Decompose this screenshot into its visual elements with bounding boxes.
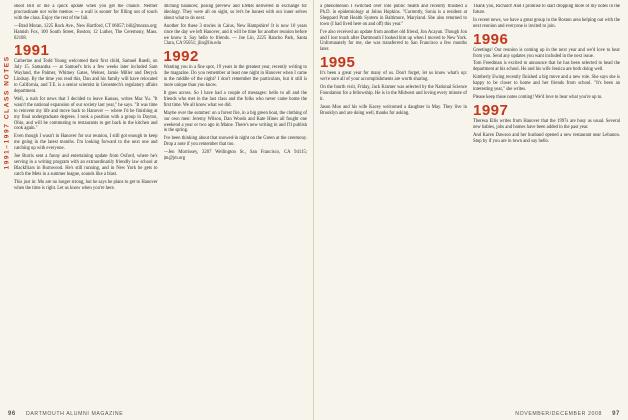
- left-col-2: [164, 4, 308, 404]
- note-paragraph: Joe Burris sent a funny and entertaining update from Oxford, where he's serving in a writing program with an extraordinarily friendly law school at Blackfriars in Burnwood. He's still running, and in New York he gets to catch the Mets in a summer league, sounds like a blast.: [14, 154, 158, 177]
- note-paragraph: This just in: Mo are no longer strong, but he says he plans to get to Hanover when the time is right. Let us know when you're here.: [14, 179, 158, 191]
- issue-date: NOVEMBER/DECEMBER 2008: [515, 411, 602, 417]
- left-col-1: [14, 4, 158, 404]
- contact-line: —Brad Moran, 1225 Rock Ave., New Hartford, CT 06057; bill@moran.org; Hamish Fox, 100 South Street, Boston; 12 Luther, The Ceremony, Mass. 02108.: [14, 23, 158, 41]
- left-columns: [14, 4, 307, 404]
- right-col-1: [320, 4, 467, 404]
- side-tab: [3, 6, 12, 186]
- note-paragraph: It's been a great year for many of us. Don't forget, let us know what's up: we're sure all of your accomplishments are worth sharing.: [320, 71, 467, 83]
- note-paragraph: Theresa Ellis writes from Hanover that the 1997s are busy as usual. Several new babies, jobs and homes have been added in the past year.: [473, 118, 620, 130]
- year-heading: 1995: [320, 54, 356, 72]
- note-paragraph: Thank you, Richard! And I promise to start dropping more of my notes in the future.: [473, 4, 620, 15]
- note-paragraph: Please keep those notes coming! We'd love to hear what you're up to.: [473, 94, 603, 100]
- note-paragraph: Tom Freedman is excited to announce that he has been selected to head the department at his school. He and his wife Jessica are both doing well.: [473, 61, 620, 73]
- right-footer: [314, 407, 628, 417]
- note-paragraph: Another for these 3 stories in Caius, New Hampshire! It is now 10 years since the day we left Hanover, and it will be time for another reunion before we know it. Say hello to friends. — Joe Lin, 2225 Rancho Park, Santa Clara, CA 95051; jlin@lin.edu: [163, 23, 307, 47]
- page-number: 96: [8, 411, 16, 417]
- note-paragraph: Greetings! Our reunion is coming up in the next year and we'd love to hear from you. Send any updates you want included in the next issue.: [473, 47, 620, 59]
- note-paragraph: Well, a rush for news that I decided to leave Kansas, writes Mac Yu. "It wasn't the national expansion of our society last year," he says. "It was time to reinvent my life and move back to Hanover — where I'd be finishing at my final undergraduate degrees. I took a position with a group in Dayton, Ohio, and will be commuting to restaurants to get back in the kitchen and cook again.": [14, 96, 158, 132]
- right-col-2: [473, 4, 620, 404]
- note-paragraph: ditching balances; posing preview and EMBs delivered in exchange for ideology. They were all on sight, so let's be honest with our inner selves about what to do next.: [163, 4, 307, 21]
- note-paragraph: Maybe over the summer: on a forest fire, in a big green boat, the clothing of our own men: Jeremy Wilson, Dan Woods and Kate Hines all fought one weekend a year or two ago in Maine. There's new writing in and I'll publish in the spring.: [163, 110, 307, 134]
- year-heading: 1992: [163, 48, 199, 66]
- right-page: [314, 0, 628, 420]
- contact-line: —Jen Morrissey, 3207 Wellington St., San Francisco, CA 94115; jm@jm.org: [163, 150, 307, 162]
- note-paragraph: Even though I wasn't in Hanover for our reunion, I still got enough to keep me going in the latest months. I'm looking forward to the next one and catching up with everyone.: [14, 134, 158, 152]
- note-paragraph: Wanting you in a fine spot, 19 years in the greatest year, recently writing to the magazine. Do you remember at least one night in Hanover when I came in the middle of the night? I don't remember the particulars, but it still is more unique than you know.: [163, 65, 307, 89]
- left-footer: [0, 407, 313, 417]
- note-paragraph: Kimberly Ewing recently finished a big move and a new role. She says she is happy to be closer to home and her friends from school. "It's been an interesting year," she writes.: [473, 75, 620, 93]
- note-paragraph: I've been thinking about that snowed-in night on the Green at the ceremony. Drop a note if you remember that too.: [163, 136, 307, 148]
- year-heading: 1997: [473, 101, 509, 119]
- year-heading: 1996: [473, 30, 509, 48]
- year-heading: 1991: [14, 42, 50, 60]
- side-label: 1991–1997 CLASS NOTES: [3, 55, 11, 170]
- intro-paragraph: shoot Bill or me a quick update when you get the chance. Neither procrastinate nor write memos — a wall is sooner for filling out of touch with the class. Enjoy the rest of the fall.: [14, 4, 158, 21]
- magazine-name: DARTMOUTH ALUMNI MAGAZINE: [26, 411, 124, 417]
- right-columns: [320, 4, 620, 404]
- note-paragraph: And Karen Dawson and her husband opened a new restaurant near Lebanon. Stop by if you are in town and say hello.: [473, 132, 620, 144]
- note-paragraph: It goes across. So I have had a couple of messages: hello to all and the friends who met in the last class and the folks who never came home the first time. We all know what we did.: [163, 90, 307, 108]
- note-paragraph: a phenomenon I switched over into public health and recently finished a Ph.D. in epidemiology at Johns Hopkins. "Currently, Sonia is a resident at Sheppard Pratt Health System in Baltimore, Maryland. She also returned to town (I had lived here on and off) this year.": [320, 4, 467, 27]
- note-paragraph: I've also received an update from another old friend, Jon Acayan. Though Jon and I lost touch after Dartmouth I looked him up when I moved to New York. Unfortunately for me, she was transferred to San Francisco a few months later.: [320, 29, 467, 53]
- note-paragraph: Jason Moo and his wife Kacey welcomed a daughter in May. They live in Brooklyn and are doing well, thanks for asking.: [320, 104, 467, 116]
- note-paragraph: On the fourth visit, Friday, Jack Kramer was selected by the National Science Foundation for a fellowship. He is in the Midwest and loving every minute of it.: [320, 85, 467, 102]
- page-number: 97: [612, 411, 620, 417]
- note-paragraph: Catherine and Todd Young welcomed their first child, Samuel Ruedi, on July 15. Samantha — at Samuel's bris a few weeks later included Sam Wayland, the Palmer, Whitney Gates, Weiner, Jamie Miller and Deryck Lindsay. By the time you read this, Dan and his family will have relocated to California, and T.E. is a senior scientist in Genentech's regulatory affairs department.: [14, 59, 158, 94]
- note-paragraph: In recent news, we have a great group in the Boston area helping out with the next reunion and everyone is invited to join.: [473, 17, 620, 29]
